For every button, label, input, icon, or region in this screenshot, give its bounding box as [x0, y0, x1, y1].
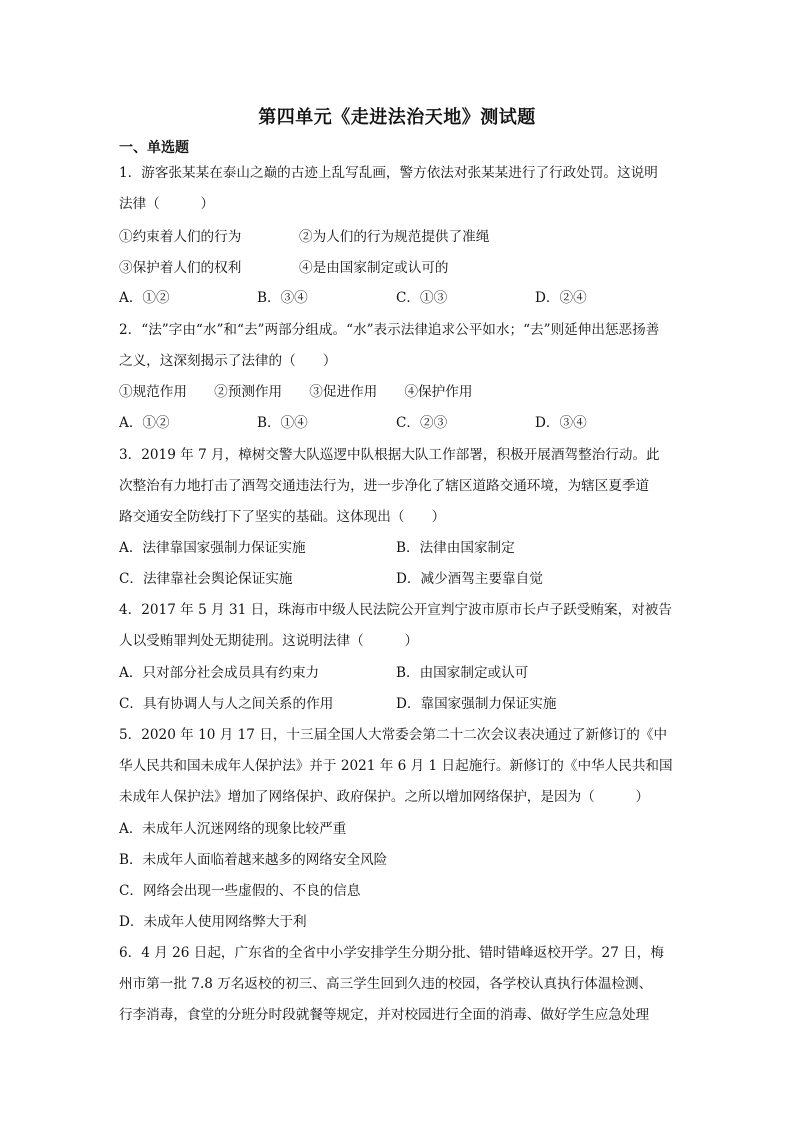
- q5-option-d[interactable]: D．未成年人使用网络弊大于利: [119, 914, 307, 930]
- q6-stem-line-3: 行李消毒，食堂的分班分时段就餐等规定，并对校园进行全面的消毒、做好学生应急处理: [119, 1007, 650, 1023]
- section-heading: 一、单选题: [119, 140, 189, 156]
- q1-statement-3: ③保护着人们的权利: [119, 260, 242, 276]
- q2-option-d[interactable]: D．③④: [535, 415, 587, 431]
- q1-stem-line-1: 1．游客张某某在泰山之巅的古迹上乱写乱画，警方依法对张某某进行了行政处罚。这说明: [119, 165, 658, 181]
- q2-option-c[interactable]: C．②③: [396, 415, 448, 431]
- q4-stem-line-2: 人以受贿罪判处无期徒刑。这说明法律（ ）: [119, 633, 419, 649]
- q2-stem-line-2: 之义，这深刻揭示了法律的（ ）: [119, 353, 337, 369]
- q1-option-c[interactable]: C．①③: [396, 290, 448, 306]
- q3-option-b[interactable]: B．法律由国家制定: [396, 540, 515, 556]
- q2-stem-line-1: 2．“法”字由“水”和“去”两部分组成。“水”表示法律追求公平如水；“去”则延伸出惩恶扬善: [119, 322, 660, 338]
- q4-stem-line-1: 4．2017 年 5 月 31 日，珠海市中级人民法院公开宣判宁波市原市长卢子跃受贿案，对被告: [119, 602, 672, 618]
- q5-stem-line-2: 华人民共和国未成年人保护法》并于 2021 年 6 月 1 日起施行。新修订的《中华人民共和国: [119, 758, 673, 774]
- q1-option-a[interactable]: A．①②: [119, 290, 170, 306]
- q5-option-b[interactable]: B．未成年人面临着越来越多的网络安全风险: [119, 852, 388, 868]
- q1-statement-4: ④是由国家制定或认可的: [299, 260, 449, 276]
- q3-option-c[interactable]: C．法律靠社会舆论保证实施: [119, 571, 293, 587]
- q6-stem-line-1: 6．4 月 26 日起，广东省的全省中小学安排学生分期分批、错时错峰返校开学。27 日，梅: [119, 945, 664, 961]
- q2-option-a[interactable]: A．①②: [119, 415, 170, 431]
- q1-statement-1: ①约束着人们的行为: [119, 229, 242, 245]
- q4-option-c[interactable]: C．具有协调人与人之间关系的作用: [119, 696, 334, 712]
- q4-option-a[interactable]: A．只对部分社会成员具有约束力: [119, 665, 320, 681]
- q5-option-a[interactable]: A．未成年人沉迷网络的现象比较严重: [119, 821, 347, 837]
- q6-stem-line-2: 州市第一批 7.8 万名返校的初三、高三学生回到久违的校园，各学校认真执行体温检测、: [119, 976, 653, 992]
- q4-option-b[interactable]: B．由国家制定或认可: [396, 665, 529, 681]
- q1-statement-2: ②为人们的行为规范提供了准绳: [299, 229, 490, 245]
- q3-stem-line-2: 次整治有力地打击了酒驾交通违法行为，进一步净化了辖区道路交通环境，为辖区夏季道: [119, 478, 650, 494]
- q5-option-c[interactable]: C．网络会出现一些虚假的、不良的信息: [119, 883, 361, 899]
- q3-option-a[interactable]: A．法律靠国家强制力保证实施: [119, 540, 306, 556]
- q1-stem-line-2: 法律（ ）: [119, 196, 215, 212]
- page-title: 第四单元《走进法治天地》测试题: [258, 107, 536, 128]
- q2-option-b[interactable]: B．①④: [257, 415, 308, 431]
- q2-statements: ①规范作用 ②预测作用 ③促进作用 ④保护作用: [119, 384, 473, 400]
- q4-option-d[interactable]: D．靠国家强制力保证实施: [396, 696, 557, 712]
- q3-stem-line-1: 3．2019 年 7 月，樟树交警大队巡逻中队根据大队工作部署，积极开展酒驾整治行动。此: [119, 447, 660, 463]
- q3-option-d[interactable]: D．减少酒驾主要靠自觉: [396, 571, 543, 587]
- q5-stem-line-3: 未成年人保护法》增加了网络保护、政府保护。之所以增加网络保护，是因为（ ）: [119, 789, 650, 805]
- q1-option-d[interactable]: D．②④: [535, 290, 587, 306]
- q5-stem-line-1: 5．2020 年 10 月 17 日，十三届全国人大常委会第二十二次会议表决通过了新修订的《中: [119, 727, 668, 743]
- q1-option-b[interactable]: B．③④: [257, 290, 308, 306]
- q3-stem-line-3: 路交通安全防线打下了坚实的基础。这体现出（ ）: [119, 509, 446, 525]
